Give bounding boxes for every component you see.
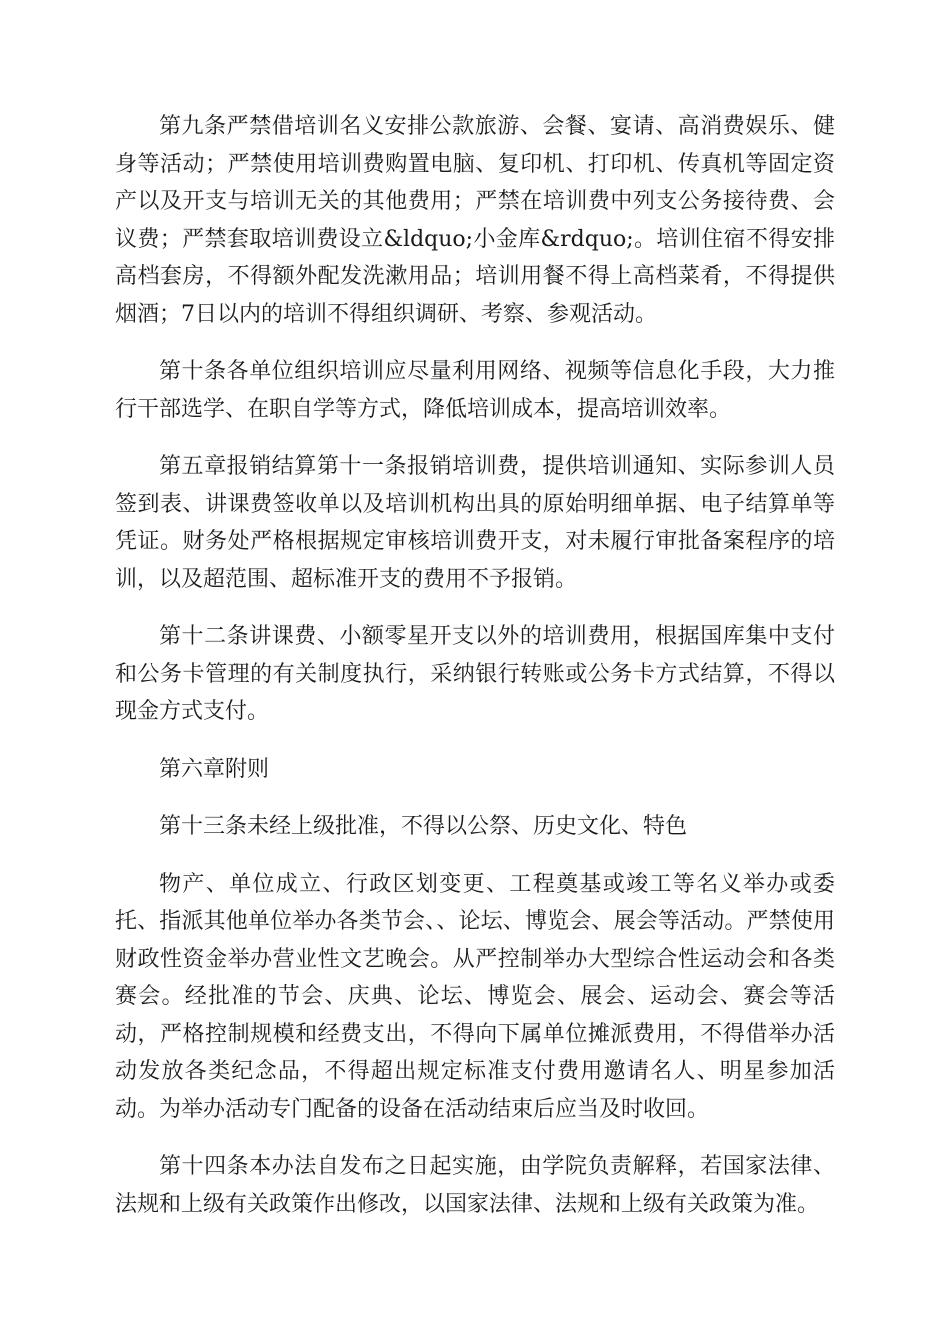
- paragraph-article-12: 第十二条讲课费、小额零星开支以外的培训费用，根据国库集中支付和公务卡管理的有关制度执行，采纳银行转账或公务卡方式结算，不得以现金方式支付。: [115, 624, 835, 724]
- paragraph-chapter-5-article-11: 第五章报销结算第十一条报销培训费，提供培训通知、实际参训人员签到表、讲课费签收单以及培训机构出具的原始明细单据、电子结算单等凭证。财务处严格根据规定审核培训费开支，对未履行审批备案程序的培训，以及超范围、超标准开支的费用不予报销。: [115, 454, 835, 592]
- paragraph-article-13-continued: 物产、单位成立、行政区划变更、工程奠基或竣工等名义举办或委托、指派其他单位举办各类节会、、论坛、博览会、展会等活动。严禁使用财政性资金举办营业性文艺晚会。从严控制举办大型综合性运动会和各类赛会。经批准的节会、庆典、论坛、博览会、展会、运动会、赛会等活动，严格控制规模和经费支出，不得向下属单位摊派费用，不得借举办活动发放各类纪念品，不得超出规定标准支付费用邀请名人、明星参加活动。为举办活动专门配备的设备在活动结束后应当及时收回。: [115, 871, 835, 1122]
- paragraph-article-10: 第十条各单位组织培训应尽量利用网络、视频等信息化手段，大力推行干部选学、在职自学等方式，降低培训成本，提高培训效率。: [115, 359, 835, 422]
- chapter-6-heading: 第六章附则: [159, 756, 270, 782]
- paragraph-article-9: 第九条严禁借培训名义安排公款旅游、会餐、宴请、高消费娱乐、健身等活动；严禁使用培训费购置电脑、复印机、打印机、传真机等固定资产以及开支与培训无关的其他费用；严禁在培训费中列支公务接待费、会议费；严禁套取培训费设立&ldquo;小金库&rdquo;。培训住宿不得安排高档套房，不得额外配发洗漱用品；培训用餐不得上高档菜肴，不得提供烟酒；7日以内的培训不得组织调研、考察、参观活动。: [115, 114, 835, 327]
- document-body: [115, 108, 835, 1243]
- paragraph-article-13: 第十三条未经上级批准，不得以公祭、历史文化、特色: [159, 814, 688, 839]
- paragraph-article-14: 第十四条本办法自发布之日起实施，由学院负责解释，若国家法律、法规和上级有关政策作出修改，以国家法律、法规和上级有关政策为准。: [115, 1154, 835, 1217]
